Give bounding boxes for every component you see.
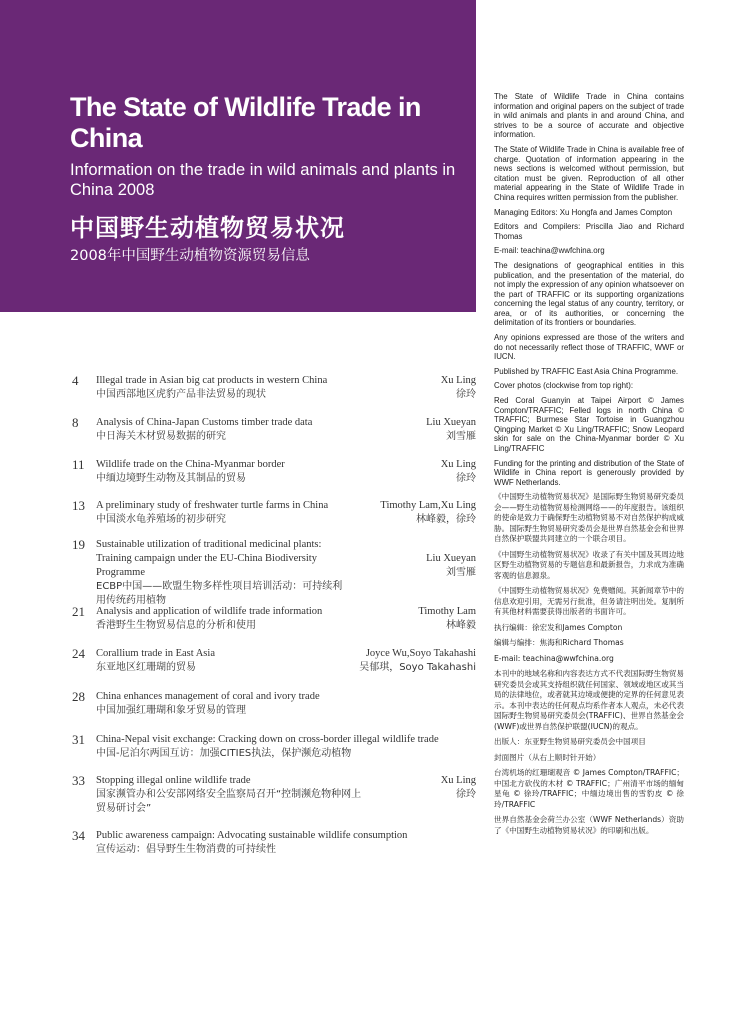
colophon-paragraph: The State of Wildlife Trade in China is available free of charge. Quotation of information appearing in the news sections is welcomed without permission, but citation must be given. Reproduction of all other material appearing in the State of Wildlife Trade in China requires written permission from the publisher. — [494, 144, 684, 202]
toc-author-en: Joyce Wu,Soyo Takahashi — [365, 648, 476, 659]
toc-author-zh: 刘雪雁 — [446, 567, 476, 578]
toc-title-zh: 东亚地区红珊瑚的贸易 — [96, 662, 196, 673]
toc-author-en: Xu Ling — [440, 459, 476, 470]
title-zh: 中国野生动植物贸易状况 — [70, 214, 345, 242]
toc-title-en: Corallium trade in East Asia — [96, 648, 215, 659]
toc-title-zh: 中国西部地区虎豹产品非法贸易的现状 — [96, 389, 266, 400]
toc-author-zh: 林峰毅，徐玲 — [416, 514, 476, 525]
toc-title-en: Stopping illegal online wildlife trade — [96, 775, 251, 786]
colophon-email-zh[interactable]: E-mail: teachina@wwfchina.org — [494, 653, 614, 663]
toc-page-number: 19 — [72, 537, 85, 552]
toc-entry[interactable] — [72, 458, 476, 486]
colophon-paragraph: Red Coral Guanyin at Taipei Airport © James Compton/TRAFFIC; Felled logs in north China © TRAFFIC; Burmese Star Tortoise in Guangzhou Qingping Market © Xu Ling/TRAFFIC; Snow Leopard skin for sale on the China-Myanmar border © Xu Ling/TRAFFIC — [494, 396, 684, 453]
toc-title-zh: ECBP中国——欧盟生物多样性项目培训活动：可持续利用传统药用植物 — [96, 581, 343, 606]
toc-author-en: Xu Ling — [440, 775, 476, 786]
toc-title-zh: 中国淡水龟养殖场的初步研究 — [96, 514, 226, 525]
colophon-paragraph-zh: 出版人：东亚野生物贸易研究委员会中国项目 — [494, 737, 646, 747]
colophon-paragraph: Cover photos (clockwise from top right): — [494, 381, 634, 391]
toc-author-zh: 吴郁琪，Soyo Takahashi — [359, 662, 476, 673]
colophon-paragraph: The designations of geographical entities in this publication, and the presentation of the material, do not imply the expression of any opinion whatsoever on the part of TRAFFIC or its supporting organizations concerning the legal status of any country, territory, or area, or of its authorities, or concerning the delimitation of its frontiers or boundaries. — [494, 260, 684, 328]
colophon-paragraph: Managing Editors: Xu Hongfa and James Compton — [494, 207, 673, 217]
colophon-paragraph-zh: 执行编辑：徐宏发和James Compton — [494, 622, 623, 632]
toc-title-en: Analysis and application of wildlife trade information — [96, 606, 323, 617]
toc-title-en: Public awareness campaign: Advocating sustainable wildlife consumption — [96, 830, 408, 841]
toc-page-number: 8 — [72, 415, 79, 430]
toc-entry[interactable] — [72, 374, 476, 402]
toc-page-number: 31 — [72, 732, 85, 747]
toc-entry[interactable] — [72, 605, 476, 633]
toc-title-zh: 国家濒管办和公安部网络安全监察局召开“控制濒危物种网上贸易研讨会” — [96, 789, 362, 814]
toc-entry[interactable] — [72, 647, 476, 675]
toc-author-zh: 刘雪雁 — [446, 431, 476, 442]
colophon-paragraph: Editors and Compilers: Priscilla Jiao and Richard Thomas — [494, 222, 684, 241]
toc-title-en: Illegal trade in Asian big cat products in western China — [96, 375, 328, 386]
toc-entry[interactable] — [72, 416, 476, 444]
colophon-paragraph-zh: 封面图片（从右上顺时针开始） — [494, 752, 601, 762]
toc-author-zh: 徐玲 — [456, 389, 476, 400]
colophon-paragraph: Any opinions expressed are those of the writers and do not necessarily reflect those of TRAFFIC, WWF or IUCN. — [494, 333, 684, 362]
toc-title-en: Analysis of China-Japan Customs timber trade data — [96, 417, 313, 428]
toc-page-number: 4 — [72, 373, 79, 388]
toc-author-en: Liu Xueyan — [426, 553, 476, 564]
toc-page-number: 28 — [72, 689, 85, 704]
colophon-paragraph-zh: 《中国野生动植物贸易状况》收录了有关中国及其周边地区野生动植物贸易的专题信息和最新报告，力求成为准确客观的信息源泉。 — [494, 549, 684, 580]
colophon-paragraph-zh: 本刊中的地域名称和内容表达方式不代表国际野生物贸易研究委员会或其支持组织就任何国家、领域或地区或其当局的法律地位，或者就其边境或便捷的定界的任何意见表示。本刊中表达的任何观点均系作者本人观点，未必代表国际野生物贸易研究委员会(TRAFFIC)、世界自然基金会(WWF)或世界自然保护联盟(IUCN)的观点。 — [494, 669, 684, 731]
toc-page-number: 21 — [72, 604, 85, 619]
colophon-paragraph-zh: 《中国野生动植物贸易状况》免费赠阅。其新闻章节中的信息欢迎引用，无需另行批准，但务请注明出处。复制所有其他材料需要获得出版者的书面许可。 — [494, 586, 684, 617]
colophon-paragraph-zh: 世界自然基金会荷兰办公室（WWF Netherlands）资助了《中国野生动植物贸易状况》的印刷和出版。 — [494, 815, 684, 835]
toc-title-zh: 宣传运动：倡导野生生物消费的可持续性 — [96, 844, 276, 855]
toc-page-number: 33 — [72, 773, 85, 788]
title-en: The State of Wildlife Trade in China — [70, 92, 421, 153]
toc-page-number: 11 — [72, 457, 85, 472]
colophon-paragraph: Published by TRAFFIC East Asia China Programme. — [494, 366, 679, 376]
colophon-paragraph-zh: 《中国野生动植物贸易状况》是国际野生物贸易研究委员会——野生动植物贸易检测网络——的年度报告。该组织的使命是致力于确保野生动植物贸易不对自然保护构成威胁。国际野生物贸易研究委员会是世界自然基金会和世界自然保护联盟共同建立的一个联合项目。 — [494, 492, 684, 544]
toc-author-zh: 林峰毅 — [446, 620, 476, 631]
toc-entry[interactable] — [72, 774, 476, 816]
toc-entry[interactable] — [72, 829, 476, 857]
subtitle-en: Information on the trade in wild animals and plants in China 2008 — [70, 161, 456, 199]
colophon-email[interactable]: E-mail: teachina@wwfchina.org — [494, 246, 605, 256]
sidebar-colophon — [494, 92, 684, 841]
toc-page-number: 13 — [72, 498, 85, 513]
toc-title-zh: 中日海关木材贸易数据的研究 — [96, 431, 226, 442]
colophon-paragraph: The State of Wildlife Trade in China contains information and original papers on the subject of trade in wild animals and plants in and around China, and strives to be a source of accurate and objective information. — [494, 92, 684, 140]
toc-entry[interactable] — [72, 499, 476, 527]
toc-title-zh: 中国-尼泊尔两国互访：加强CITIES执法，保护濒危动植物 — [96, 748, 352, 759]
toc-title-zh: 中缅边境野生动物及其制品的贸易 — [96, 473, 246, 484]
toc-title-en: Wildlife trade on the China-Myanmar border — [96, 459, 285, 470]
toc-author-en: Xu Ling — [440, 375, 476, 386]
toc-author-en: Timothy Lam,Xu Ling — [380, 500, 476, 511]
colophon-paragraph-zh: 编辑与编排：焦海和Richard Thomas — [494, 638, 624, 648]
toc-title-en: Sustainable utilization of traditional medicinal plants: Training campaign under the EU-China Biodiversity Programme — [96, 539, 322, 578]
subtitle-zh: 2008年中国野生动植物资源贸易信息 — [70, 248, 310, 264]
toc-author-en: Liu Xueyan — [426, 417, 476, 428]
toc-author-zh: 徐玲 — [456, 789, 476, 800]
toc-author-zh: 徐玲 — [456, 473, 476, 484]
title-banner — [0, 0, 476, 312]
toc-entry[interactable] — [72, 690, 476, 718]
toc-title-en: China-Nepal visit exchange: Cracking down on cross-border illegal wildlife trade — [96, 734, 439, 745]
colophon-paragraph-zh: 台湾机场的红珊瑚观音 © James Compton/TRAFFIC；中国北方砍伐的木材 © TRAFFIC；广州清平市场的缅甸星龟 © 徐玲/TRAFFIC；中缅边境出售的雪豹皮 © 徐玲/TRAFFIC — [494, 768, 684, 809]
toc-title-zh: 香港野生生物贸易信息的分析和使用 — [96, 620, 256, 631]
toc-author-en: Timothy Lam — [418, 606, 476, 617]
toc-entry[interactable] — [72, 538, 476, 608]
toc-entry[interactable] — [72, 733, 476, 761]
toc-title-en: A preliminary study of freshwater turtle farms in China — [96, 500, 329, 511]
colophon-paragraph: Funding for the printing and distribution of the State of Wildlife in China report is generously provided by WWF Netherlands. — [494, 458, 684, 487]
toc-title-zh: 中国加强红珊瑚和象牙贸易的管理 — [96, 705, 246, 716]
toc-page-number: 34 — [72, 828, 85, 843]
toc-page-number: 24 — [72, 646, 85, 661]
toc-title-en: China enhances management of coral and ivory trade — [96, 691, 320, 702]
